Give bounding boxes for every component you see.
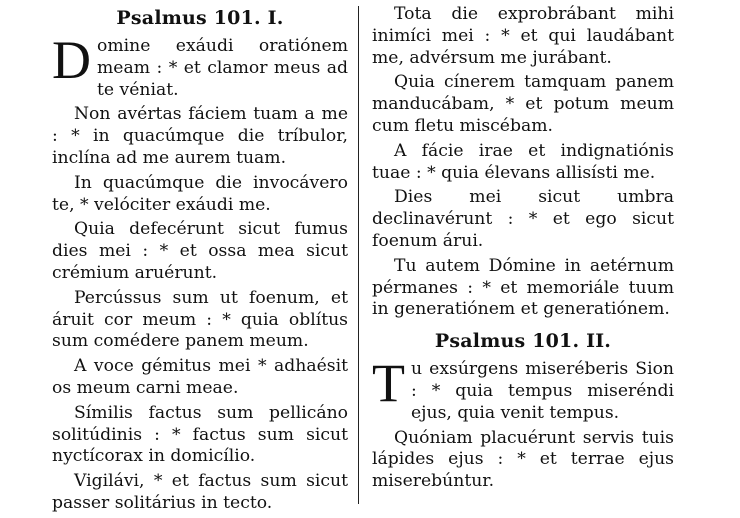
verse-14 bbox=[372, 353, 674, 424]
verse-5: Percússus sum ut foenum, et áruit cor meum : * quia oblítus sum comédere panem meum. bbox=[52, 287, 348, 352]
verse-text: u exsúrgens miseréberis Sion : * quia tempus miseréndi ejus, quia venit tempus. bbox=[411, 359, 674, 423]
verse-6: A voce gémitus mei * adhaésit os meum carni meae. bbox=[52, 356, 348, 398]
right-column bbox=[372, 4, 674, 496]
verse-3: In quacúmque die invocávero te, * velóciter exáudi me. bbox=[52, 172, 348, 215]
verse-12: Dies mei sicut umbra declinavérunt : * et ego sicut foenum árui. bbox=[372, 187, 674, 251]
column-divider bbox=[358, 6, 359, 504]
psalm-heading-part-1: Psalmus 101. I. bbox=[116, 7, 284, 29]
dropcap-letter: D bbox=[52, 30, 91, 90]
verse-7: Símilis factus sum pellicáno solitúdinis : * factus sum sicut nyctícorax in domicílio. bbox=[52, 402, 348, 467]
verse-13: Tu autem Dómine in aetérnum pérmanes : * et memoriále tuum in generatiónem et generatiónem. bbox=[372, 255, 674, 320]
verse-9: Tota die exprobrábant mihi inimíci mei : * et qui laudábant me, advérsum me jurábant. bbox=[372, 4, 674, 68]
verse-1 bbox=[52, 30, 348, 101]
verse-2: Non avértas fáciem tuam a me : * in quacúmque die tríbulor, inclína ad me aurem tuam. bbox=[52, 104, 348, 168]
verse-8: Vigilávi, * et factus sum sicut passer solitárius in tecto. bbox=[52, 471, 348, 513]
left-column bbox=[52, 4, 348, 518]
dropcap-letter: T bbox=[372, 353, 405, 414]
verse-11: A fácie irae et indignatiónis tuae : * quia élevans allisísti me. bbox=[372, 140, 674, 183]
verse-15: Quóniam placuérunt servis tuis lápides ejus : * et terrae ejus miserebúntur. bbox=[372, 427, 674, 492]
psalm-heading-part-2: Psalmus 101. II. bbox=[434, 330, 612, 353]
verse-4: Quia defecérunt sicut fumus dies mei : * et ossa mea sicut crémium aruérunt. bbox=[52, 219, 348, 283]
verse-text: omine exáudi oratiónem meam : * et clamor meus ad te véniat. bbox=[97, 36, 348, 100]
verse-10: Quia cínerem tamquam panem manducábam, * et potum meum cum fletu miscébam. bbox=[372, 72, 674, 136]
